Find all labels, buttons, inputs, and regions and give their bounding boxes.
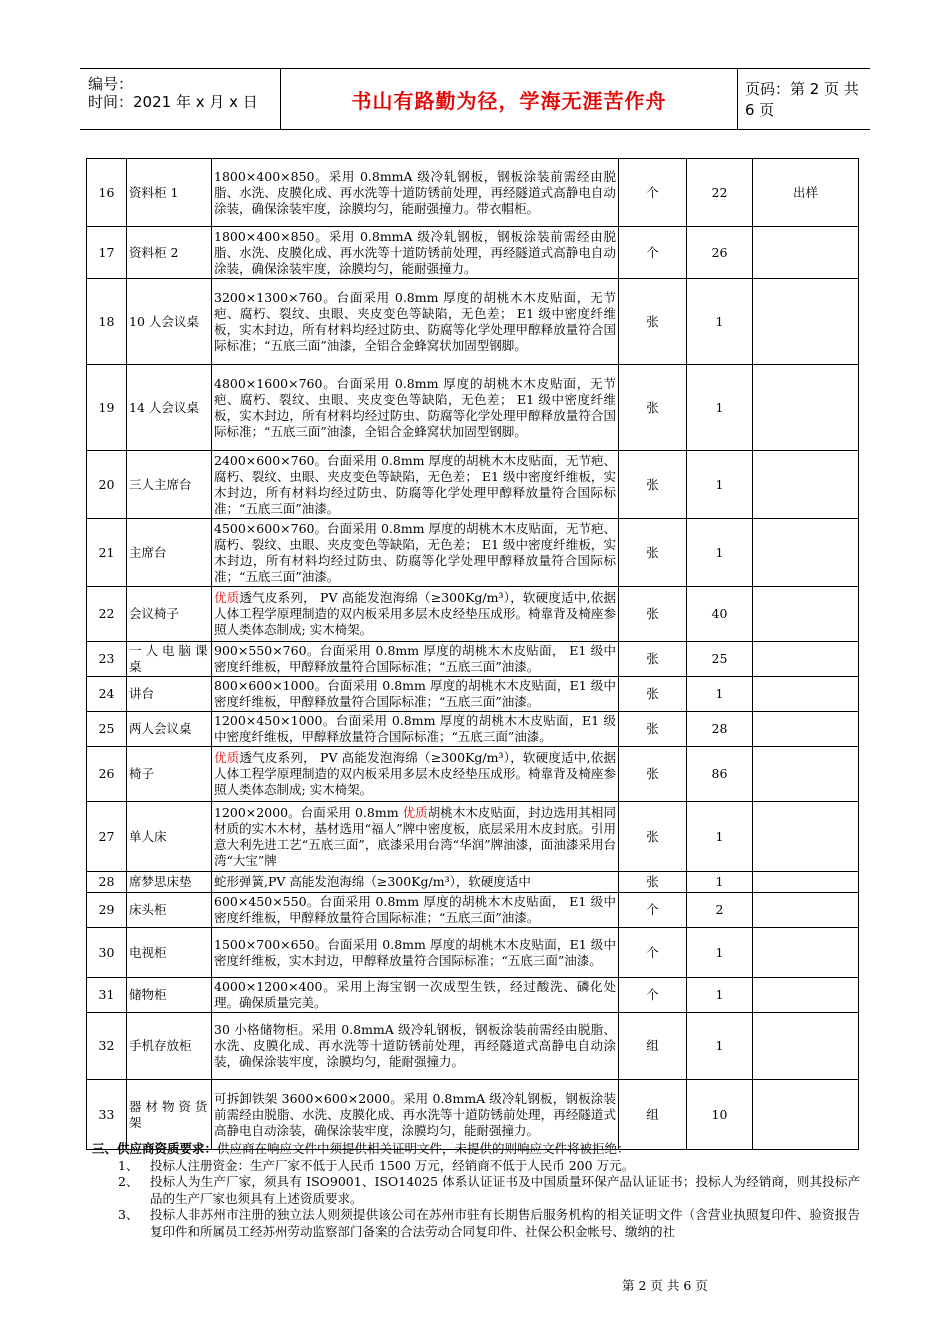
item-quantity: 1 — [687, 978, 753, 1013]
requirement-text: 投标人注册资金：生产厂家不低于人民币 1500 万元，经销商不低于人民币 200 万元。 — [150, 1157, 635, 1173]
row-number: 26 — [87, 747, 127, 802]
row-number: 32 — [87, 1013, 127, 1080]
item-note — [753, 519, 859, 587]
item-description — [212, 928, 619, 978]
requirement-text: 投标人为生产厂家，须具有 ISO9001、ISO14025 体系认证证书及中国质量环保产品认证证书；投标人为经销商，则其投标产品的生产厂家也须具有上述资质要求。 — [150, 1174, 860, 1206]
table-row — [87, 802, 859, 872]
item-name: 讲台 — [127, 677, 212, 712]
item-description — [212, 677, 619, 712]
highlight-text: 优质 — [402, 804, 428, 820]
requirement-number: 3、 — [118, 1207, 139, 1223]
item-unit: 个 — [619, 159, 687, 227]
item-unit: 张 — [619, 587, 687, 642]
item-note — [753, 802, 859, 872]
item-description — [212, 802, 619, 872]
row-number: 24 — [87, 677, 127, 712]
item-unit: 张 — [619, 365, 687, 451]
description-text: 1500×700×650。台面采用 0.8mm 厚度的胡桃木木皮贴面，E1 级中密度纤维板，实木封边，甲醇释放量符合国际标准；“五底三面”油漆。 — [214, 936, 616, 968]
description-text: 可拆卸铁架 3600×600×2000。采用 0.8mmA 级冷轧钢板，钢板涂装前需经由脱脂、水洗、皮膜化成、再水洗等十道防锈前处理，再经隧道式高静电自动涂装，确保涂装牢度，涂膜均匀，能耐强撞力。 — [214, 1090, 616, 1138]
supplier-requirements — [90, 1141, 860, 1241]
table-row — [87, 928, 859, 978]
description-text: 3200×1300×760。台面采用 0.8mm 厚度的胡桃木木皮贴面，无节疤、腐朽、裂纹、虫眼、夹皮变色等缺陷，无色差； E1 级中密度纤维板，实木封边，所有材料均经过防虫、防腐等化学处理甲醇释放量符合国际标准；“五底三面”油漆，全铝合金蜂窝状加固型钢脚。 — [214, 289, 616, 353]
description-text: 30 小格储物柜。采用 0.8mmA 级冷轧钢板，钢板涂装前需经由脱脂、水洗、皮膜化成、再水洗等十道防锈前处理，再经隧道式高静电自动涂装，确保涂装牢度，涂膜均匀，能耐强撞力。 — [214, 1022, 616, 1069]
item-name: 两人会议桌 — [127, 712, 212, 747]
item-unit: 个 — [619, 978, 687, 1013]
item-quantity: 1 — [687, 872, 753, 893]
item-quantity: 1 — [687, 365, 753, 451]
table-row — [87, 712, 859, 747]
item-unit: 张 — [619, 872, 687, 893]
description-text: 1800×400×850。采用 0.8mmA 级冷轧钢板，钢板涂装前需经由脱脂、水洗、皮膜化成、再水洗等十道防锈前处理，再经隧道式高静电自动涂装，确保涂装牢度，涂膜均匀，能耐强撞力。 — [214, 228, 616, 276]
item-description — [212, 747, 619, 802]
item-description — [212, 712, 619, 747]
item-name: 电视柜 — [127, 928, 212, 978]
item-name: 14 人会议桌 — [127, 365, 212, 451]
item-unit: 张 — [619, 279, 687, 365]
table-row — [87, 587, 859, 642]
requirements-intro: 供应商在响应文件中须提供相关证明文件，未提供的则响应文件将被拒绝： — [217, 1141, 630, 1156]
table-row — [87, 747, 859, 802]
item-name: 10 人会议桌 — [127, 279, 212, 365]
table-row — [87, 642, 859, 677]
description-text: 透气皮系列， PV 高能发泡海绵（≥300Kg/m³），软硬度适中,依据人体工程学原理制造的双内板采用多层木皮经垫压成形。椅靠背及椅座参照人类体态制成; 实木椅架。 — [214, 750, 616, 797]
item-description — [212, 1013, 619, 1080]
description-text: 1800×400×850。采用 0.8mmA 级冷轧钢板，钢板涂装前需经由脱脂、水洗、皮膜化成、再水洗等十道防锈前处理，再经隧道式高静电自动涂装，确保涂装牢度，涂膜均匀，能耐强撞力。带衣帽柜。 — [214, 168, 616, 216]
items-table — [86, 158, 859, 1150]
page-footer: 第 2 页 共 6 页 — [622, 1278, 708, 1293]
table-row — [87, 519, 859, 587]
row-number: 19 — [87, 365, 127, 451]
row-number: 28 — [87, 872, 127, 893]
page-number-label: 页码：第 2 页 共 6 页 — [745, 80, 859, 119]
item-quantity: 26 — [687, 227, 753, 279]
item-quantity: 25 — [687, 642, 753, 677]
item-note — [753, 712, 859, 747]
item-unit: 张 — [619, 802, 687, 872]
item-note — [753, 928, 859, 978]
row-number: 20 — [87, 451, 127, 519]
item-quantity: 1 — [687, 677, 753, 712]
item-unit: 张 — [619, 712, 687, 747]
item-note — [753, 451, 859, 519]
table-row — [87, 872, 859, 893]
description-text: 蛇形弹簧,PV 高能发泡海绵（≥300Kg/m³），软硬度适中 — [214, 874, 531, 889]
table-row — [87, 365, 859, 451]
requirement-item — [90, 1207, 860, 1240]
description-text: 2400×600×760。台面采用 0.8mm 厚度的胡桃木木皮贴面，无节疤、腐朽、裂纹、虫眼、夹皮变色等缺陷，无色差； E1 级中密度纤维板，实木封边，所有材料均经过防虫、防腐等化学处理甲醇释放量符合国际标准；“五底三面”油漆。 — [214, 452, 617, 516]
item-name: 单人床 — [127, 802, 212, 872]
item-note: 出样 — [753, 159, 859, 227]
description-prefix: 1200×2000。台面采用 0.8mm — [214, 804, 403, 820]
item-unit: 张 — [619, 642, 687, 677]
item-quantity: 22 — [687, 159, 753, 227]
item-name: 储物柜 — [127, 978, 212, 1013]
table-row — [87, 451, 859, 519]
item-quantity: 28 — [687, 712, 753, 747]
item-description — [212, 365, 619, 451]
highlight-text: 优质 — [214, 590, 240, 605]
item-note — [753, 893, 859, 928]
description-text: 4800×1600×760。台面采用 0.8mm 厚度的胡桃木木皮贴面，无节疤、腐朽、裂纹、虫眼、夹皮变色等缺陷，无色差； E1 级中密度纤维板，实木封边，所有材料均经过防虫、防腐等化学处理甲醇释放量符合国际标准；“五底三面”油漆，全铝合金蜂窝状加固型钢脚。 — [214, 375, 616, 439]
item-note — [753, 1080, 859, 1150]
row-number: 29 — [87, 893, 127, 928]
item-note — [753, 587, 859, 642]
header-meta — [80, 69, 280, 129]
item-description — [212, 279, 619, 365]
header-slogan-cell — [280, 69, 738, 129]
table-row — [87, 893, 859, 928]
item-note — [753, 279, 859, 365]
item-quantity: 1 — [687, 451, 753, 519]
table-row — [87, 1080, 859, 1150]
item-unit: 张 — [619, 451, 687, 519]
item-description — [212, 978, 619, 1013]
item-name: 资料柜 1 — [127, 159, 212, 227]
description-text: 900×550×760。台面采用 0.8mm 厚度的胡桃木木皮贴面， E1 级中密度纤维板，甲醇释放量符合国际标准；“五底三面”油漆。 — [214, 643, 616, 674]
code-label: 编号： — [88, 75, 134, 93]
item-unit: 组 — [619, 1080, 687, 1150]
item-description — [212, 587, 619, 642]
item-note — [753, 978, 859, 1013]
item-quantity: 86 — [687, 747, 753, 802]
item-unit: 个 — [619, 893, 687, 928]
requirement-text: 投标人非苏州市注册的独立法人则须提供该公司在苏州市驻有长期售后服务机构的相关证明文件（含营业执照复印件、验资报告复印件和所属员工经苏州劳动监察部门备案的合法劳动合同复印件、社保公积金帐号、缴纳的社 — [150, 1207, 860, 1239]
item-note — [753, 365, 859, 451]
description-text: 1200×450×1000。台面采用 0.8mm 厚度的胡桃木木皮贴面，E1 级中密度纤维板，甲醇释放量符合国际标准；“五底三面”油漆。 — [214, 713, 616, 744]
item-note — [753, 227, 859, 279]
row-number: 16 — [87, 159, 127, 227]
description-text: 4500×600×760。台面采用 0.8mm 厚度的胡桃木木皮贴面，无节疤、腐朽、裂纹、虫眼、夹皮变色等缺陷，无色差； E1 级中密度纤维板，实木封边，所有材料均经过防虫、防腐等化学处理甲醇释放量符合国际标准；“五底三面”油漆。 — [214, 520, 617, 584]
item-note — [753, 642, 859, 677]
item-unit: 张 — [619, 677, 687, 712]
requirement-item — [90, 1174, 860, 1207]
item-unit: 组 — [619, 1013, 687, 1080]
description-text: 4000×1200×400。采用上海宝钢一次成型生铁，经过酸洗、磷化处理。确保质量完美。 — [214, 979, 616, 1010]
row-number: 23 — [87, 642, 127, 677]
description-text: 600×450×550。台面采用 0.8mm 厚度的胡桃木木皮贴面， E1 级中密度纤维板，甲醇释放量符合国际标准；“五底三面”油漆。 — [214, 894, 616, 925]
requirements-heading: 三、供应商资质要求： — [92, 1141, 218, 1156]
item-note — [753, 872, 859, 893]
item-name: 一 人 电 脑 课桌 — [127, 642, 212, 677]
item-name: 资料柜 2 — [127, 227, 212, 279]
table-row — [87, 978, 859, 1013]
item-name: 席梦思床垫 — [127, 872, 212, 893]
item-quantity: 40 — [687, 587, 753, 642]
row-number: 18 — [87, 279, 127, 365]
item-unit: 张 — [619, 747, 687, 802]
item-quantity: 10 — [687, 1080, 753, 1150]
item-name: 床头柜 — [127, 893, 212, 928]
row-number: 21 — [87, 519, 127, 587]
item-description — [212, 159, 619, 227]
item-quantity: 1 — [687, 802, 753, 872]
item-quantity: 1 — [687, 279, 753, 365]
page-header — [80, 68, 870, 130]
item-unit: 个 — [619, 227, 687, 279]
item-quantity: 2 — [687, 893, 753, 928]
item-name: 会议椅子 — [127, 587, 212, 642]
item-description — [212, 227, 619, 279]
table-row — [87, 159, 859, 227]
item-name: 三人主席台 — [127, 451, 212, 519]
description-text: 透气皮系列， PV 高能发泡海绵（≥300Kg/m³），软硬度适中,依据人体工程学原理制造的双内板采用多层木皮经垫压成形。椅靠背及椅座参照人类体态制成; 实木椅架。 — [214, 590, 616, 637]
time-label: 时间：2021 年 x 月 x 日 — [88, 93, 258, 111]
table-row — [87, 1013, 859, 1080]
item-quantity: 1 — [687, 928, 753, 978]
item-note — [753, 747, 859, 802]
item-description — [212, 642, 619, 677]
item-name: 手机存放柜 — [127, 1013, 212, 1080]
item-description — [212, 893, 619, 928]
row-number: 30 — [87, 928, 127, 978]
row-number: 27 — [87, 802, 127, 872]
item-quantity: 1 — [687, 519, 753, 587]
item-description — [212, 451, 619, 519]
row-number: 25 — [87, 712, 127, 747]
row-number: 22 — [87, 587, 127, 642]
item-name: 器 材 物 资 货架 — [127, 1080, 212, 1150]
description-text: 胡桃木木皮贴面，封边选用其相同材质的实木木材，基材选用“福人”牌中密度板，底层采用木皮封底。引用意大利先进工艺“五底三面”，底漆采用台湾“华润”牌油漆，面油漆采用台湾“大宝”牌 — [214, 804, 616, 868]
item-unit: 张 — [619, 519, 687, 587]
item-quantity: 1 — [687, 1013, 753, 1080]
description-text: 800×600×1000。台面采用 0.8mm 厚度的胡桃木木皮贴面，E1 级中密度纤维板，甲醇释放量符合国际标准；“五底三面”油漆。 — [214, 678, 616, 709]
table-row — [87, 279, 859, 365]
row-number: 33 — [87, 1080, 127, 1150]
highlight-text: 优质 — [214, 750, 240, 765]
item-name: 主席台 — [127, 519, 212, 587]
item-unit: 个 — [619, 928, 687, 978]
item-note — [753, 1013, 859, 1080]
item-description — [212, 872, 619, 893]
requirement-number: 1、 — [118, 1157, 139, 1173]
item-note — [753, 677, 859, 712]
requirement-item — [90, 1158, 860, 1175]
table-row — [87, 227, 859, 279]
requirement-number: 2、 — [118, 1174, 139, 1190]
item-description — [212, 1080, 619, 1150]
item-description — [212, 519, 619, 587]
row-number: 31 — [87, 978, 127, 1013]
requirements-heading-line — [90, 1141, 860, 1158]
slogan: 书山有路勤为径，学海无涯苦作舟 — [351, 88, 667, 113]
item-name: 椅子 — [127, 747, 212, 802]
row-number: 17 — [87, 227, 127, 279]
table-row — [87, 677, 859, 712]
